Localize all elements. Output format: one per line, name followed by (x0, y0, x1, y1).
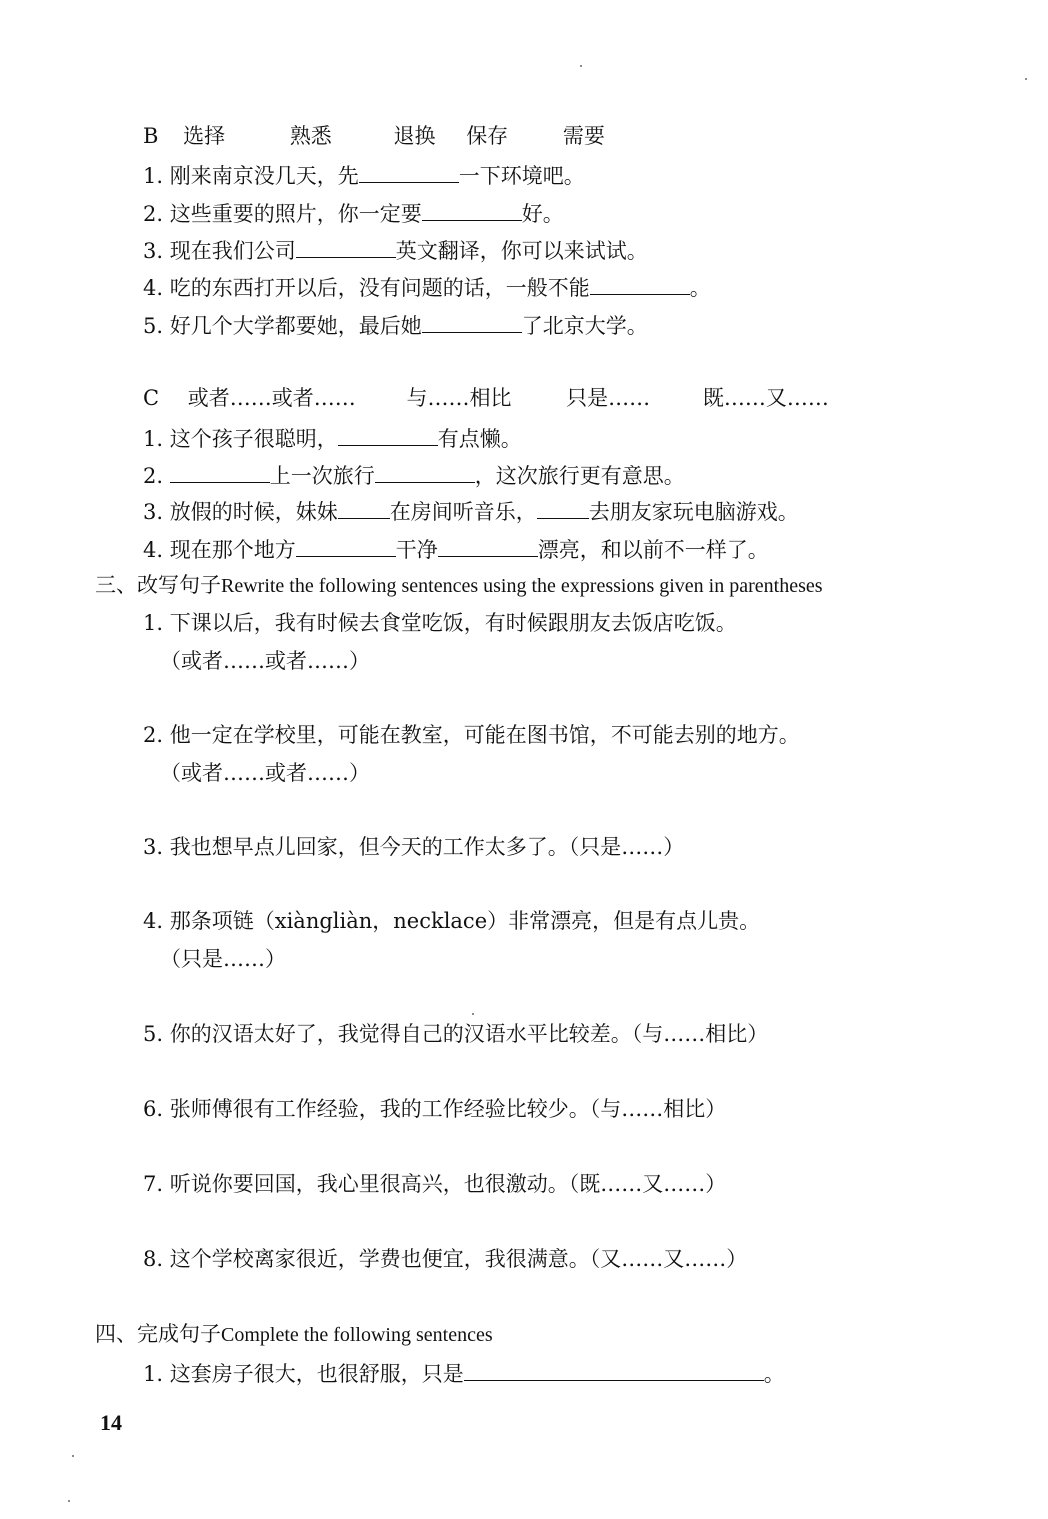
word-option: 选择 (183, 124, 226, 148)
b-item-1 (143, 160, 585, 190)
section-title-cn: 四、完成句子 (95, 1322, 221, 1346)
rewrite-item-6 (143, 1095, 726, 1123)
answer-blank[interactable] (438, 534, 538, 557)
item-text: 听说你要回国，我心里很高兴，也很激动。（既……又……） (169, 1172, 727, 1196)
answer-blank[interactable] (375, 460, 475, 483)
section-4-title (95, 1320, 493, 1349)
item-text: 你的汉语太好了，我觉得自己的汉语水平比较差。（与……相比） (169, 1022, 769, 1046)
c-item-2 (143, 460, 685, 490)
item-text: 了北京大学。 (521, 314, 648, 338)
answer-blank[interactable] (296, 534, 396, 557)
item-text: 吃的东西打开以后，没有问题的话，一般不能 (169, 276, 590, 300)
scan-speck (472, 1013, 474, 1015)
part-c-label: C (143, 386, 160, 410)
rewrite-item-4 (143, 907, 760, 935)
answer-blank[interactable] (422, 310, 522, 333)
item-number: 2. (143, 202, 164, 226)
section-3-title (95, 571, 823, 600)
rewrite-item-5 (143, 1020, 768, 1048)
answer-blank[interactable] (537, 496, 589, 519)
phrase-option: 既……又…… (702, 386, 829, 410)
item-number: 3. (143, 835, 164, 859)
item-text: 好。 (521, 202, 564, 226)
rewrite-item-7 (143, 1170, 726, 1198)
item-number: 2. (143, 723, 164, 747)
item-text: 一下环境吧。 (458, 164, 585, 188)
item-text: 放假的时候，妹妹 (169, 500, 338, 524)
c-item-1 (143, 423, 522, 453)
rewrite-item-1 (143, 609, 737, 637)
c-item-3 (143, 496, 799, 526)
item-number: 4. (143, 909, 164, 933)
item-hint: （只是……） (160, 947, 286, 971)
item-text: 干净 (395, 538, 438, 562)
item-number: 6. (143, 1097, 164, 1121)
b-item-2 (143, 198, 564, 228)
answer-blank[interactable] (338, 423, 438, 446)
word-option: 需要 (562, 124, 605, 148)
answer-blank[interactable] (359, 160, 459, 183)
section-title-cn: 三、改写句子 (95, 573, 221, 597)
part-b-header (143, 122, 605, 150)
item-text: 漂亮，和以前不一样了。 (537, 538, 769, 562)
phrase-option: 只是…… (566, 386, 651, 410)
item-text: 这套房子很大，也很舒服，只是 (169, 1362, 464, 1386)
word-option: 保存 (466, 124, 509, 148)
item-hint: （或者……或者……） (160, 761, 370, 785)
complete-item-1 (143, 1358, 785, 1388)
item-text: 刚来南京没几天，先 (169, 164, 359, 188)
part-b-label: B (143, 124, 159, 148)
item-number: 1. (143, 1362, 164, 1386)
item-number: 5. (143, 1022, 164, 1046)
item-text: 。 (763, 1362, 785, 1386)
answer-blank[interactable] (170, 460, 270, 483)
item-number: 5. (143, 314, 164, 338)
scan-speck (580, 65, 582, 67)
answer-blank[interactable] (296, 235, 396, 258)
rewrite-item-8 (143, 1245, 747, 1273)
rewrite-hint-4 (160, 945, 286, 973)
b-item-5 (143, 310, 648, 340)
item-text: 在房间听音乐， (389, 500, 537, 524)
item-text: ，这次旅行更有意思。 (474, 464, 685, 488)
item-text: 英文翻译，你可以来试试。 (395, 239, 648, 263)
item-text: 这个孩子很聪明， (169, 427, 338, 451)
item-text: 好几个大学都要她，最后她 (169, 314, 422, 338)
part-c-header (143, 384, 829, 412)
scan-speck (1025, 78, 1027, 80)
item-number: 4. (143, 538, 164, 562)
item-number: 1. (143, 164, 164, 188)
item-number: 3. (143, 500, 164, 524)
b-item-3 (143, 235, 648, 265)
section-title-en: Rewrite the following sentences using the expressions given in parentheses (221, 575, 823, 597)
item-number: 3. (143, 239, 164, 263)
item-number: 1. (143, 427, 164, 451)
item-text: 有点懒。 (437, 427, 522, 451)
item-text: 那条项链（xiàngliàn，necklace）非常漂亮，但是有点儿贵。 (169, 909, 761, 933)
item-text: 这个学校离家很近，学费也便宜，我很满意。（又……又……） (169, 1247, 748, 1271)
item-text: 这些重要的照片，你一定要 (169, 202, 422, 226)
b-item-4 (143, 272, 711, 302)
item-text: 下课以后，我有时候去食堂吃饭，有时候跟朋友去饭店吃饭。 (169, 611, 737, 635)
item-number: 2. (143, 464, 164, 488)
answer-blank[interactable] (422, 198, 522, 221)
item-text: 上一次旅行 (269, 464, 375, 488)
item-number: 7. (143, 1172, 164, 1196)
item-text: 张师傅很有工作经验，我的工作经验比较少。（与……相比） (169, 1097, 727, 1121)
section-title-en: Complete the following sentences (221, 1324, 493, 1346)
rewrite-item-3 (143, 833, 684, 861)
item-hint: （或者……或者……） (160, 649, 370, 673)
rewrite-item-2 (143, 721, 800, 749)
answer-blank[interactable] (590, 272, 690, 295)
scan-speck (68, 1500, 70, 1502)
answer-blank[interactable] (464, 1358, 764, 1381)
c-item-4 (143, 534, 769, 564)
item-text: 现在那个地方 (169, 538, 296, 562)
item-text: 去朋友家玩电脑游戏。 (588, 500, 799, 524)
item-text: 。 (689, 276, 711, 300)
item-text: 他一定在学校里，可能在教室，可能在图书馆，不可能去别的地方。 (169, 723, 800, 747)
rewrite-hint-2 (160, 759, 370, 787)
answer-blank[interactable] (338, 496, 390, 519)
scan-speck (72, 1455, 74, 1457)
rewrite-hint-1 (160, 647, 370, 675)
item-text: 现在我们公司 (169, 239, 296, 263)
word-option: 退换 (393, 124, 436, 148)
page-number: 14 (100, 1410, 122, 1435)
item-number: 1. (143, 611, 164, 635)
item-text: 我也想早点儿回家，但今天的工作太多了。（只是……） (169, 835, 685, 859)
item-number: 8. (143, 1247, 164, 1271)
phrase-option: 或者……或者…… (187, 386, 356, 410)
word-option: 熟悉 (289, 124, 332, 148)
phrase-option: 与……相比 (406, 386, 512, 410)
item-number: 4. (143, 276, 164, 300)
